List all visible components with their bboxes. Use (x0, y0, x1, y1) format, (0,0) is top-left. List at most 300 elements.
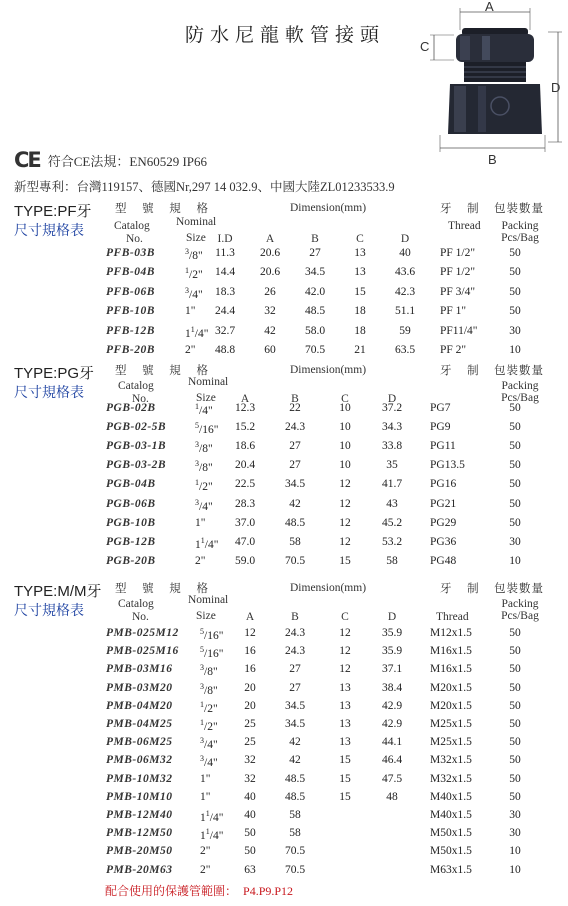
dim-a-value: 42 (264, 324, 276, 337)
dim-b-value: 27 (289, 681, 301, 694)
header-col-c: C (356, 233, 364, 245)
dim-a-value: 25 (244, 718, 256, 730)
dim-c-value: 13 (354, 266, 366, 279)
spec-section-3 (0, 580, 568, 886)
packing-value: 50 (509, 305, 521, 318)
dim-d-value: 38.4 (381, 681, 403, 694)
dim-id-value: 11.3 (215, 247, 235, 259)
thread-value: M16x1.5 (430, 663, 472, 676)
catalog-no: PGB-02-5B (106, 421, 167, 434)
dim-c-value: 10 (339, 440, 351, 453)
catalog-no: PGB-04B (106, 478, 156, 491)
nominal-size: $^3$/8" (200, 681, 218, 697)
dim-d-value: 48 (386, 790, 398, 803)
dim-b-value: 58 (289, 827, 301, 840)
dim-d-value: 45.2 (381, 516, 403, 529)
dim-d-value: 37.2 (381, 402, 403, 414)
dim-d-value: 43 (386, 497, 398, 510)
thread-value: M32x1.5 (430, 754, 472, 767)
dim-c-value: 13 (354, 247, 366, 259)
dim-a-value: 18.6 (234, 440, 256, 453)
catalog-no: PGB-20B (106, 554, 156, 567)
nominal-size: 2" (200, 863, 211, 876)
packing-value: 50 (509, 736, 521, 749)
dim-a-value: 50 (244, 845, 256, 858)
table-row (0, 536, 568, 555)
dim-a-value: 20.4 (234, 459, 256, 472)
table-row (0, 773, 568, 792)
dim-d-value: 42.9 (381, 699, 403, 712)
header-col-b: B (291, 611, 299, 623)
nominal-size: $^3$/8" (185, 247, 203, 262)
nominal-size: $^1$/4" (195, 402, 213, 417)
catalog-no: PMB-10M32 (106, 772, 173, 785)
packing-value: 10 (509, 845, 521, 858)
table-row (0, 247, 568, 266)
header-packing-cjk: 包裝數量 (494, 363, 544, 377)
dim-c-value: 13 (339, 681, 351, 694)
catalog-no: PMB-06M32 (106, 754, 173, 767)
product-drawing (420, 0, 568, 178)
table-row (0, 791, 568, 810)
packing-value: 50 (509, 285, 521, 298)
catalog-no: PGB-10B (106, 516, 156, 529)
packing-value: 50 (509, 266, 521, 279)
type-label: TYPE:PF牙 (14, 203, 92, 220)
dim-c-value: 15 (339, 754, 351, 767)
footer-pages: P4.P9.P12 (243, 884, 294, 898)
dim-d-value: 35.9 (381, 645, 403, 658)
dim-b-value: 48.5 (304, 305, 326, 318)
table-row (0, 402, 568, 421)
nominal-size: $^1$/2" (200, 718, 218, 733)
thread-value: PF 1/2" (440, 266, 476, 279)
packing-value: 50 (509, 627, 521, 639)
dim-d-value: 37.1 (381, 663, 403, 676)
header-dimension: Dimension(mm) (290, 202, 367, 214)
dim-a-value: 59.0 (234, 554, 256, 567)
packing-value: 50 (509, 440, 521, 453)
size-table-label: 尺寸規格表 (14, 223, 84, 239)
table-row (0, 478, 568, 497)
header-packing: Packing (501, 380, 539, 392)
header-model: 型 號 規 格 (115, 201, 214, 215)
table-row (0, 627, 568, 646)
header-col-a: A (245, 611, 255, 623)
packing-value: 50 (509, 772, 521, 785)
dim-b-value: 24.3 (284, 645, 306, 658)
dim-d-value: 42.9 (381, 718, 403, 730)
nominal-size: $^5$/16" (200, 645, 224, 661)
thread-value: M12x1.5 (430, 627, 472, 639)
table-row (0, 682, 568, 701)
dim-id-value: 32.7 (214, 324, 236, 337)
table-row (0, 754, 568, 773)
nominal-size: $^3$/4" (185, 285, 203, 301)
header-catalog-no: No. (132, 393, 149, 405)
header-model: 型 號 規 格 (115, 363, 214, 377)
thread-value: PG48 (430, 554, 457, 567)
nominal-size: 2" (185, 344, 196, 356)
thread-value: M32x1.5 (430, 772, 472, 785)
table-row (0, 459, 568, 478)
header-col-a: A (265, 233, 275, 245)
packing-value: 30 (509, 809, 521, 821)
header-thread-cjk: 牙 制 (440, 201, 485, 215)
header-thread-cjk: 牙 制 (440, 581, 485, 595)
dim-a-value: 60 (264, 344, 276, 356)
nominal-size: $1^1/4$" (200, 827, 224, 843)
dim-c-value: 13 (339, 736, 351, 749)
nominal-size: $^3$/4" (200, 754, 218, 770)
dim-c-value: 15 (339, 554, 351, 567)
dim-b-value: 34.5 (304, 266, 326, 279)
packing-value: 50 (509, 497, 521, 510)
dim-b-value: 27 (289, 459, 301, 472)
dim-a-value: 22.5 (234, 478, 256, 491)
table-row (0, 498, 568, 517)
thread-value: PF11/4" (440, 324, 478, 337)
thread-value: M20x1.5 (430, 699, 472, 712)
dim-c-value: 13 (339, 718, 351, 730)
thread-value: PG9 (430, 421, 451, 434)
thread-value: PG21 (430, 497, 457, 510)
catalog-no: PFB-04B (106, 266, 155, 279)
dim-b-label: B (488, 152, 497, 167)
catalog-no: PGB-06B (106, 497, 156, 510)
catalog-no: PMB-20M63 (106, 863, 173, 876)
thread-value: M25x1.5 (430, 718, 472, 730)
catalog-no: PMB-12M40 (106, 809, 173, 821)
dim-a-value: 20 (244, 699, 256, 712)
dim-b-value: 70.5 (284, 845, 306, 858)
packing-value: 50 (509, 754, 521, 767)
dim-b-value: 34.5 (284, 478, 306, 491)
header-catalog: Catalog (114, 220, 150, 232)
catalog-no: PMB-10M10 (106, 790, 173, 803)
dim-c-value: 18 (354, 324, 366, 337)
dim-b-value: 48.5 (284, 790, 306, 803)
header-packing-cjk: 包裝數量 (494, 201, 544, 215)
nominal-size: $^3$/8" (195, 459, 213, 475)
footer-prefix: 配合使用的保護管範圍： (105, 884, 238, 898)
nominal-size: $^3$/4" (200, 736, 218, 752)
table-row (0, 555, 568, 574)
size-table-label: 尺寸規格表 (14, 385, 84, 401)
dim-d-value: 42.3 (394, 285, 416, 298)
dim-c-value: 10 (339, 421, 351, 434)
header-size: Size (196, 610, 216, 622)
header-thread: Thread (436, 611, 469, 623)
dim-a-value: 50 (244, 827, 256, 840)
dim-a-value: 47.0 (234, 535, 256, 548)
packing-value: 10 (509, 344, 521, 356)
nominal-size: 2" (200, 845, 211, 858)
dim-a-value: 15.2 (234, 421, 256, 434)
type-label: TYPE:PG牙 (14, 365, 95, 382)
thread-value: PG16 (430, 478, 457, 491)
page-title: 防水尼龍軟管接頭 (184, 24, 385, 46)
dim-d-value: 35.9 (381, 627, 403, 639)
nominal-size: 1" (200, 772, 211, 785)
dim-c-value: 10 (339, 459, 351, 472)
header-model: 型 號 規 格 (115, 581, 214, 595)
table-row (0, 325, 568, 344)
packing-value: 50 (509, 247, 521, 259)
nominal-size: 1" (195, 516, 206, 529)
header-col-c: C (341, 393, 349, 405)
packing-value: 50 (509, 718, 521, 730)
packing-value: 50 (509, 459, 521, 472)
header-catalog-no: No. (126, 233, 143, 245)
dim-d-value: 44.1 (381, 736, 403, 749)
dim-a-value: 28.3 (234, 497, 256, 510)
dim-a-value: 32 (264, 305, 276, 318)
dim-id-value: 24.4 (214, 305, 236, 318)
dim-b-value: 42 (289, 754, 301, 767)
nominal-size: $1^1/4$" (200, 809, 224, 824)
catalog-no: PGB-03-1B (106, 440, 167, 453)
table-row (0, 809, 568, 828)
header-nominal: Nominal (176, 216, 217, 228)
nominal-size: $^3$/4" (195, 497, 213, 513)
dim-b-value: 42 (289, 736, 301, 749)
nominal-size: $^1$/2" (200, 699, 218, 715)
packing-value: 50 (509, 681, 521, 694)
nominal-size: $^3$/8" (195, 440, 213, 456)
dim-a-value: 12 (244, 627, 256, 639)
dim-d-value: 43.6 (394, 266, 416, 279)
dim-c-value: 12 (339, 478, 351, 491)
dim-b-value: 70.5 (284, 863, 306, 876)
dim-b-value: 24.3 (284, 627, 306, 639)
dim-d-value: 41.7 (381, 478, 403, 491)
dim-b-value: 48.5 (284, 772, 306, 785)
dim-b-value: 27 (289, 440, 301, 453)
dim-a-value: 32 (244, 754, 256, 767)
table-row (0, 286, 568, 305)
dim-b-value: 27 (289, 663, 301, 676)
header-catalog: Catalog (118, 598, 154, 610)
table-row (0, 700, 568, 719)
dim-d-value: 34.3 (381, 421, 403, 434)
dim-d-value: 35 (386, 459, 398, 472)
header-col-id: I.D (217, 233, 233, 245)
footer-note (105, 882, 293, 899)
dim-b-value: 42.0 (304, 285, 326, 298)
dim-d-value: 51.1 (394, 305, 416, 318)
size-table-label: 尺寸規格表 (14, 603, 84, 619)
dim-c-value: 12 (339, 497, 351, 510)
table-row (0, 663, 568, 682)
dim-b-value: 34.5 (284, 718, 306, 730)
catalog-no: PMB-20M50 (106, 845, 173, 858)
nominal-size: $^5$/16" (200, 627, 224, 642)
patent-text: 新型專利：台灣119157、德國Nr,297 14 032.9、中國大陸ZL01233533.9 (14, 180, 395, 194)
dim-b-value: 70.5 (284, 554, 306, 567)
packing-value: 10 (509, 554, 521, 567)
nominal-size: $1^1/4$" (185, 324, 209, 340)
header-col-b: B (291, 393, 299, 405)
spec-section-2 (0, 362, 568, 578)
dim-a-value: 37.0 (234, 516, 256, 529)
thread-value: M50x1.5 (430, 845, 472, 858)
table-row (0, 344, 568, 363)
nominal-size: 1" (185, 305, 196, 318)
dim-c-value: 12 (339, 645, 351, 658)
spec-section-1 (0, 200, 568, 367)
thread-value: M40x1.5 (430, 790, 472, 803)
header-catalog: Catalog (118, 380, 154, 392)
dim-c-value: 15 (339, 790, 351, 803)
table-row (0, 736, 568, 755)
nominal-size: $^5$/16" (195, 421, 219, 436)
thread-value: M50x1.5 (430, 827, 472, 840)
header-size: Size (186, 232, 206, 244)
packing-value: 50 (509, 663, 521, 676)
catalog-no: PFB-03B (106, 247, 155, 259)
header-col-c: C (341, 611, 349, 623)
header-pcs-bag: Pcs/Bag (501, 392, 539, 404)
nominal-size: $^1$/2" (185, 266, 203, 282)
dim-b-value: 58 (289, 809, 301, 821)
dim-a-value: 20 (244, 681, 256, 694)
thread-value: PG11 (430, 440, 456, 453)
header-packing: Packing (501, 220, 539, 232)
dim-a-value: 25 (244, 736, 256, 749)
thread-value: PG7 (430, 402, 451, 414)
dim-a-value: 16 (244, 645, 256, 658)
dim-c-value: 12 (339, 627, 351, 639)
catalog-no: PMB-03M16 (106, 663, 173, 676)
dim-d-value: 46.4 (381, 754, 403, 767)
dim-id-value: 18.3 (214, 285, 236, 298)
dim-b-value: 24.3 (284, 421, 306, 434)
thread-value: PF 3/4" (440, 285, 476, 298)
header-col-d: D (387, 393, 397, 405)
header-catalog-no: No. (132, 611, 149, 623)
table-row (0, 718, 568, 737)
dim-b-value: 27 (309, 247, 321, 259)
table-row (0, 305, 568, 324)
dim-c-value: 12 (339, 516, 351, 529)
dim-b-value: 70.5 (304, 344, 326, 356)
table-row (0, 645, 568, 664)
dim-a-value: 40 (244, 809, 256, 821)
nominal-size: $^1$/2" (195, 478, 213, 494)
header-packing-cjk: 包裝數量 (494, 581, 544, 595)
dim-b-value: 48.5 (284, 516, 306, 529)
dim-d-value: 40 (399, 247, 411, 259)
table-row (0, 845, 568, 864)
dim-c-value: 21 (354, 344, 366, 356)
catalog-no: PFB-20B (106, 344, 155, 356)
packing-value: 50 (509, 699, 521, 712)
type-label: TYPE:M/M牙 (14, 583, 102, 600)
header-col-d: D (400, 233, 410, 245)
ce-text: 符合CE法規：EN60529 IP66 (47, 153, 208, 169)
header-pcs-bag: Pcs/Bag (501, 610, 539, 622)
dim-b-value: 22 (289, 402, 301, 414)
dim-a-value: 40 (244, 790, 256, 803)
packing-value: 50 (509, 402, 521, 414)
nominal-size: $^3$/8" (200, 663, 218, 679)
packing-value: 50 (509, 421, 521, 434)
dim-id-value: 14.4 (214, 266, 236, 279)
dim-a-value: 20.6 (259, 266, 281, 279)
header-col-d: D (387, 611, 397, 623)
table-row (0, 864, 568, 883)
packing-value: 30 (509, 827, 521, 840)
catalog-no: PGB-02B (106, 402, 156, 414)
catalog-no: PGB-12B (106, 535, 156, 548)
packing-value: 50 (509, 516, 521, 529)
header-packing: Packing (501, 598, 539, 610)
packing-value: 50 (509, 645, 521, 658)
packing-value: 10 (509, 863, 521, 876)
dim-c-value: 15 (354, 285, 366, 298)
catalog-no: PMB-03M20 (106, 681, 173, 694)
catalog-no: PMB-06M25 (106, 736, 173, 749)
dim-a-value: 12.3 (234, 402, 256, 414)
dim-a-label: A (485, 0, 494, 14)
thread-value: PF 2" (440, 344, 467, 356)
header-dimension: Dimension(mm) (290, 364, 367, 376)
dim-d-value: 33.8 (381, 440, 403, 453)
packing-value: 30 (509, 324, 521, 337)
thread-value: PF 1/2" (440, 247, 476, 259)
dim-b-value: 58 (289, 535, 301, 548)
header-col-a: A (240, 393, 250, 405)
header-thread: Thread (448, 220, 481, 232)
catalog-no: PMB-04M25 (106, 718, 173, 730)
dim-b-value: 42 (289, 497, 301, 510)
thread-value: M20x1.5 (430, 681, 472, 694)
catalog-no: PMB-025M12 (106, 627, 179, 639)
packing-value: 30 (509, 535, 521, 548)
table-row (0, 421, 568, 440)
thread-value: M16x1.5 (430, 645, 472, 658)
catalog-no: PMB-025M16 (106, 645, 179, 658)
dim-c-value: 12 (339, 663, 351, 676)
table-row (0, 440, 568, 459)
dim-d-value: 58 (386, 554, 398, 567)
dim-b-value: 58.0 (304, 324, 326, 337)
catalog-no: PMB-04M20 (106, 699, 173, 712)
ce-compliance (14, 148, 207, 172)
nominal-size: 2" (195, 554, 206, 567)
nominal-size: $1^1/4$" (195, 535, 219, 551)
dim-d-value: 47.5 (381, 772, 403, 785)
thread-value: M25x1.5 (430, 736, 472, 749)
catalog-no: PFB-06B (106, 285, 155, 298)
dim-c-value: 12 (339, 535, 351, 548)
header-col-b: B (311, 233, 319, 245)
catalog-no: PGB-03-2B (106, 459, 167, 472)
table-row (0, 517, 568, 536)
header-nominal: Nominal (188, 376, 229, 388)
dim-a-value: 16 (244, 663, 256, 676)
catalog-no: PFB-12B (106, 324, 155, 337)
ce-mark-icon: CE (14, 148, 40, 172)
thread-value: PG29 (430, 516, 457, 529)
packing-value: 50 (509, 790, 521, 803)
packing-value: 50 (509, 478, 521, 491)
dim-c-value: 13 (339, 699, 351, 712)
catalog-no: PFB-10B (106, 305, 155, 318)
dim-d-value: 63.5 (394, 344, 416, 356)
thread-value: M40x1.5 (430, 809, 472, 821)
